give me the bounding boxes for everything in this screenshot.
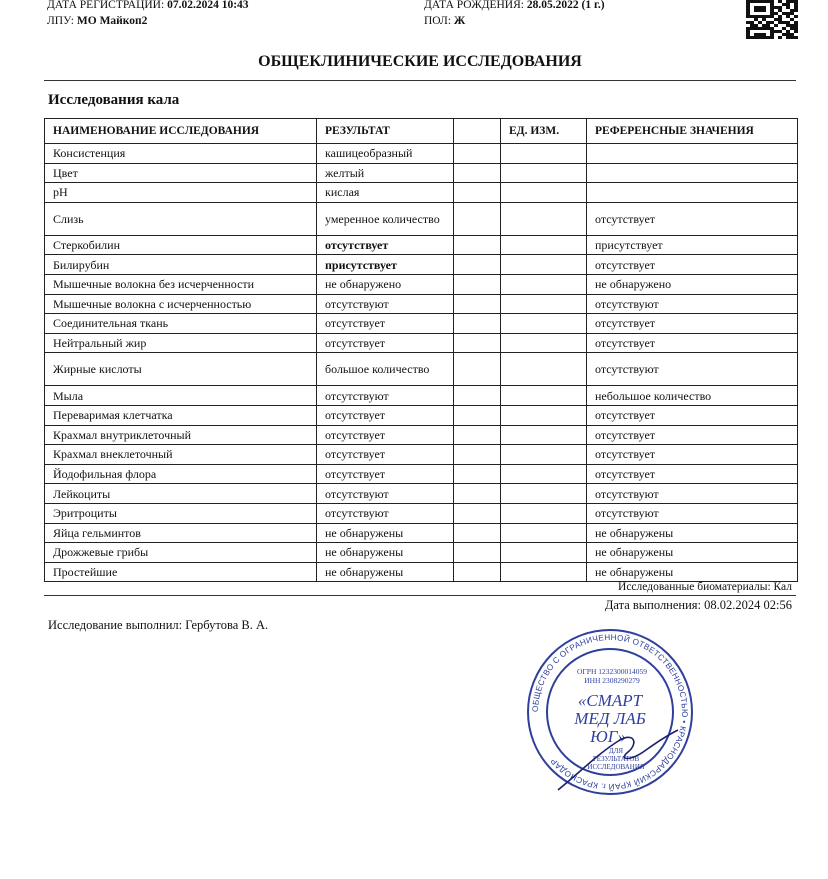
cell-name: Билирубин — [45, 255, 317, 275]
page-title: ОБЩЕКЛИНИЧЕСКИЕ ИССЛЕДОВАНИЯ — [258, 53, 582, 70]
cell-empty — [454, 144, 501, 164]
sex — [424, 14, 465, 29]
registration-date-value: 07.02.2024 10:43 — [167, 0, 249, 11]
table-row — [45, 235, 798, 255]
table-footer-divider — [44, 595, 796, 596]
cell-reference: отсутствует — [587, 405, 798, 425]
cell-reference — [587, 183, 798, 203]
stamp-name-line1: «СМАРТ — [577, 691, 643, 710]
cell-result: не обнаружены — [317, 562, 454, 582]
cell-name: Эритроциты — [45, 503, 317, 523]
table-row — [45, 202, 798, 235]
cell-reference: не обнаружены — [587, 562, 798, 582]
cell-name: Йодофильная флора — [45, 464, 317, 484]
cell-unit — [501, 405, 587, 425]
cell-name: Консистенция — [45, 144, 317, 164]
cell-unit — [501, 386, 587, 406]
table-row — [45, 405, 798, 425]
cell-name: Нейтральный жир — [45, 333, 317, 353]
table-row — [45, 503, 798, 523]
cell-reference: не обнаружено — [587, 274, 798, 294]
cell-empty — [454, 163, 501, 183]
table-row — [45, 464, 798, 484]
stamp-ring-text: ОБЩЕСТВО С ОГРАНИЧЕННОЙ ОТВЕТСТВЕННОСТЬЮ • КРАСНОДАРСКИЙ КРАЙ г. КРАСНОДАР — [530, 632, 690, 792]
header-result: РЕЗУЛЬТАТ — [317, 119, 454, 144]
cell-empty — [454, 523, 501, 543]
cell-unit — [501, 294, 587, 314]
cell-empty — [454, 333, 501, 353]
biomaterial-note: Исследованные биоматериалы: Кал — [618, 581, 792, 593]
cell-name: Жирные кислоты — [45, 353, 317, 386]
cell-empty — [454, 386, 501, 406]
cell-name: Соединительная ткань — [45, 314, 317, 334]
cell-reference: присутствует — [587, 235, 798, 255]
cell-result: отсутствует — [317, 445, 454, 465]
lpu-value: МО Майкоп2 — [76, 15, 148, 27]
cell-result: отсутствует — [317, 425, 454, 445]
results-table — [44, 118, 798, 582]
cell-unit — [501, 235, 587, 255]
cell-reference: отсутствует — [587, 202, 798, 235]
cell-empty — [454, 543, 501, 563]
completion-date: Дата выполнения: 08.02.2024 02:56 — [604, 598, 792, 612]
title-divider — [44, 80, 796, 81]
cell-reference: не обнаружены — [587, 523, 798, 543]
cell-empty — [454, 314, 501, 334]
cell-empty — [454, 255, 501, 275]
cell-reference: отсутствует — [587, 333, 798, 353]
birth-date-label: ДАТА РОЖДЕНИЯ: — [424, 0, 524, 11]
cell-reference: отсутствует — [587, 425, 798, 445]
sex-value: Ж — [453, 15, 466, 27]
cell-result: отсутствуют — [317, 386, 454, 406]
cell-name: Мышечные волокна без исчерченности — [45, 274, 317, 294]
cell-unit — [501, 562, 587, 582]
birth-date-value: 28.05.2022 (1 г.) — [526, 0, 605, 11]
table-row — [45, 543, 798, 563]
birth-date — [424, 0, 605, 13]
cell-empty — [454, 562, 501, 582]
cell-empty — [454, 353, 501, 386]
section-heading: Исследования кала — [48, 92, 180, 108]
cell-unit — [501, 425, 587, 445]
table-row — [45, 562, 798, 582]
cell-name: Крахмал внутриклеточный — [45, 425, 317, 445]
stamp-name-line2: МЕД ЛАБ — [574, 709, 646, 728]
cell-reference: отсутствует — [587, 464, 798, 484]
cell-result: отсутствует — [317, 405, 454, 425]
cell-unit — [501, 543, 587, 563]
cell-reference — [587, 163, 798, 183]
table-row — [45, 294, 798, 314]
cell-result: отсутствует — [317, 235, 454, 255]
cell-unit — [501, 353, 587, 386]
sex-label: ПОЛ: — [424, 15, 452, 27]
cell-reference: не обнаружены — [587, 543, 798, 563]
cell-unit — [501, 445, 587, 465]
cell-result: отсутствует — [317, 314, 454, 334]
cell-reference: отсутствуют — [587, 353, 798, 386]
cell-name: Мышечные волокна с исчерченностью — [45, 294, 317, 314]
cell-result: не обнаружено — [317, 274, 454, 294]
cell-reference: небольшое количество — [587, 386, 798, 406]
stamp-bottom-line1: ДЛЯ — [608, 747, 624, 755]
table-row — [45, 353, 798, 386]
cell-result: кашицеобразный — [317, 144, 454, 164]
cell-unit — [501, 503, 587, 523]
header-empty — [454, 119, 501, 144]
header-name: НАИМЕНОВАНИЕ ИССЛЕДОВАНИЯ — [45, 119, 317, 144]
table-row — [45, 425, 798, 445]
cell-name: Лейкоциты — [45, 484, 317, 504]
lpu — [47, 14, 147, 29]
stamp-inn: ИНН 2308290279 — [584, 676, 640, 685]
table-row — [45, 274, 798, 294]
table-row — [45, 386, 798, 406]
cell-name: Яйца гельминтов — [45, 523, 317, 543]
stamp-ogrn: ОГРН 1232300014059 — [577, 667, 647, 676]
registration-date — [47, 0, 249, 13]
cell-result: отсутствует — [317, 333, 454, 353]
registration-date-label: ДАТА РЕГИСТРАЦИИ: — [47, 0, 165, 11]
table-row — [45, 484, 798, 504]
cell-reference — [587, 144, 798, 164]
cell-reference: отсутствуют — [587, 484, 798, 504]
cell-name: Простейшие — [45, 562, 317, 582]
cell-result: отсутствуют — [317, 294, 454, 314]
cell-empty — [454, 405, 501, 425]
cell-result: умеренное количество — [317, 202, 454, 235]
cell-result: отсутствует — [317, 464, 454, 484]
cell-name: Слизь — [45, 202, 317, 235]
organization-stamp — [520, 622, 700, 802]
cell-empty — [454, 202, 501, 235]
cell-empty — [454, 183, 501, 203]
cell-reference: отсутствует — [587, 314, 798, 334]
cell-result: присутствует — [317, 255, 454, 275]
cell-empty — [454, 445, 501, 465]
table-row — [45, 255, 798, 275]
cell-empty — [454, 274, 501, 294]
performer: Исследование выполнил: Гербутова В. А. — [48, 618, 269, 632]
stamp-bottom-line3: ИССЛЕДОВАНИЯ — [587, 763, 645, 771]
table-row — [45, 314, 798, 334]
cell-unit — [501, 183, 587, 203]
header-unit: ЕД. ИЗМ. — [501, 119, 587, 144]
cell-unit — [501, 314, 587, 334]
cell-result: кислая — [317, 183, 454, 203]
stamp-bottom-line2: РЕЗУЛЬТАТОВ — [592, 755, 640, 763]
cell-result: отсутствуют — [317, 503, 454, 523]
cell-reference: отсутствует — [587, 445, 798, 465]
cell-result: отсутствуют — [317, 484, 454, 504]
cell-empty — [454, 503, 501, 523]
cell-reference: отсутствуют — [587, 503, 798, 523]
cell-result: желтый — [317, 163, 454, 183]
table-row — [45, 523, 798, 543]
cell-unit — [501, 202, 587, 235]
cell-unit — [501, 333, 587, 353]
cell-name: Стеркобилин — [45, 235, 317, 255]
cell-result: не обнаружены — [317, 543, 454, 563]
table-header-row — [45, 119, 798, 144]
cell-unit — [501, 163, 587, 183]
cell-name: Крахмал внеклеточный — [45, 445, 317, 465]
cell-empty — [454, 294, 501, 314]
cell-result: не обнаружены — [317, 523, 454, 543]
cell-name: Дрожжевые грибы — [45, 543, 317, 563]
cell-unit — [501, 464, 587, 484]
table-row — [45, 163, 798, 183]
cell-reference: отсутствуют — [587, 294, 798, 314]
cell-result: большое количество — [317, 353, 454, 386]
table-body — [45, 144, 798, 582]
cell-unit — [501, 484, 587, 504]
cell-empty — [454, 425, 501, 445]
cell-name: pH — [45, 183, 317, 203]
cell-name: Цвет — [45, 163, 317, 183]
cell-unit — [501, 523, 587, 543]
table-row — [45, 183, 798, 203]
lpu-label: ЛПУ: — [47, 15, 75, 27]
qr-code — [746, 0, 798, 38]
table-row — [45, 445, 798, 465]
stamp-name-line3: ЮГ» — [590, 727, 626, 746]
header-reference: РЕФЕРЕНСНЫЕ ЗНАЧЕНИЯ — [587, 119, 798, 144]
cell-name: Переваримая клетчатка — [45, 405, 317, 425]
cell-empty — [454, 235, 501, 255]
cell-name: Мыла — [45, 386, 317, 406]
table-row — [45, 333, 798, 353]
cell-unit — [501, 255, 587, 275]
cell-empty — [454, 484, 501, 504]
cell-unit — [501, 144, 587, 164]
cell-unit — [501, 274, 587, 294]
cell-empty — [454, 464, 501, 484]
cell-reference: отсутствует — [587, 255, 798, 275]
table-row — [45, 144, 798, 164]
